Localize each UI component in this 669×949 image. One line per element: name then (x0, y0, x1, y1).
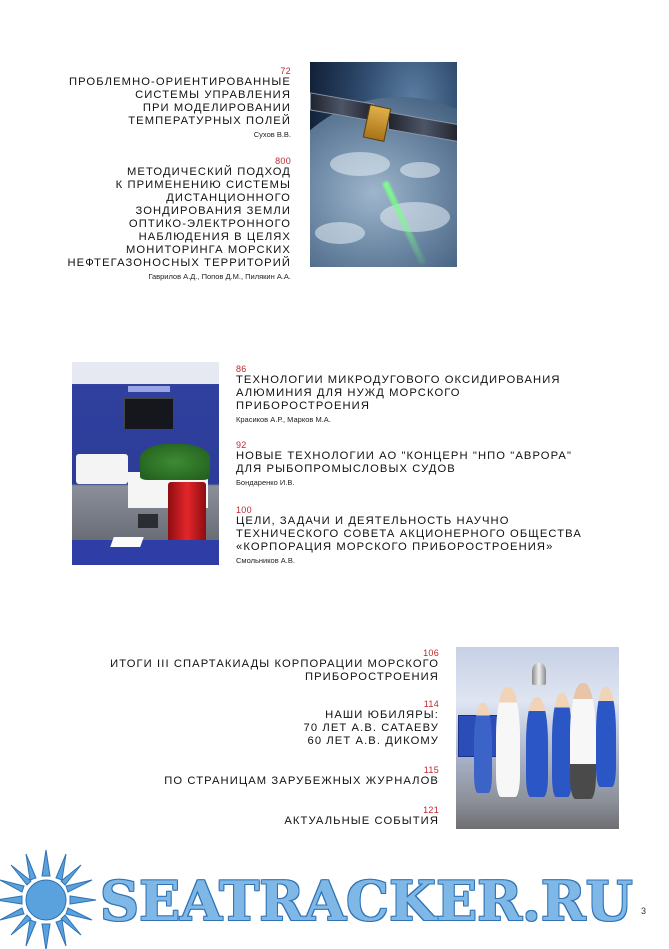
article-title: ЦЕЛИ, ЗАДАЧИ И ДЕЯТЕЛЬНОСТЬ НАУЧНО ТЕХНИЧЕСКОГО СОВЕТА АКЦИОНЕРНОГО ОБЩЕСТВА «КОРПОРАЦИЯ МОРСКОГО ПРИБОРОСТРОЕНИЯ» (236, 515, 582, 553)
article-92[interactable] (236, 440, 616, 488)
spartakiad-photo (456, 647, 619, 829)
article-86[interactable] (236, 364, 616, 425)
article-title: НАШИ ЮБИЛЯРЫ: 70 ЛЕТ А.В. САТАЕВУ 60 ЛЕТ А.В. ДИКОМУ (303, 709, 439, 747)
article-106[interactable] (59, 648, 439, 684)
article-100[interactable] (236, 505, 636, 566)
article-authors: Бондаренко И.В. (236, 478, 295, 487)
article-title: ПРОБЛЕМНО-ОРИЕНТИРОВАННЫЕ СИСТЕМЫ УПРАВЛЕНИЯ ПРИ МОДЕЛИРОВАНИИ ТЕМПЕРАТУРНЫХ ПОЛЕЙ (68, 76, 291, 127)
article-title: ИТОГИ III СПАРТАКИАДЫ КОРПОРАЦИИ МОРСКОГО ПРИБОРОСТРОЕНИЯ (110, 658, 439, 683)
article-114[interactable] (59, 699, 439, 748)
article-page-number: 72 (280, 66, 291, 76)
article-title: НОВЫЕ ТЕХНОЛОГИИ АО "КОНЦЕРН "НПО "АВРОРА" ДЛЯ РЫБОПРОМЫСЛОВЫХ СУДОВ (236, 450, 573, 475)
article-authors: Сухов В.В. (253, 130, 291, 139)
article-authors: Гаврилов А.Д., Попов Д.М., Пилякин А.А. (148, 272, 291, 281)
article-page-number: 106 (423, 648, 439, 658)
article-title: ТЕХНОЛОГИИ МИКРОДУГОВОГО ОКСИДИРОВАНИЯ АЛЮМИНИЯ ДЛЯ НУЖД МОРСКОГО ПРИБОРОСТРОЕНИЯ (236, 374, 561, 412)
page-number: 3 (641, 906, 647, 916)
article-page-number: 121 (423, 805, 439, 815)
sun-logo-icon (0, 848, 104, 949)
article-authors: Смольников А.В. (236, 556, 295, 565)
watermark-text: SEATRACKER.RU (100, 869, 633, 933)
article-800[interactable] (31, 156, 291, 282)
article-authors: Красиков А.Р., Марков М.А. (236, 415, 331, 424)
article-page-number: 800 (275, 156, 291, 166)
watermark (0, 848, 669, 949)
article-title: ПО СТРАНИЦАМ ЗАРУБЕЖНЫХ ЖУРНАЛОВ (164, 775, 439, 787)
satellite-photo (310, 62, 457, 267)
article-page-number: 86 (236, 364, 247, 374)
article-page-number: 100 (236, 505, 252, 515)
article-title: АКТУАЛЬНЫЕ СОБЫТИЯ (284, 815, 439, 827)
article-115[interactable] (59, 765, 439, 788)
article-121[interactable] (59, 805, 439, 828)
article-page-number: 115 (423, 765, 439, 775)
article-72[interactable] (31, 66, 291, 140)
article-title: МЕТОДИЧЕСКИЙ ПОДХОД К ПРИМЕНЕНИЮ СИСТЕМЫ ДИСТАНЦИОННОГО ЗОНДИРОВАНИЯ ЗЕМЛИ ОПТИКО-ЭЛЕКТРОННОГО НАБЛЮДЕНИЯ В ЦЕЛЯХ МОНИТОРИНГА МОРСКИХ НЕФТЕГАЗОНОСНЫХ ТЕРРИТОРИЙ (67, 166, 291, 269)
article-page-number: 92 (236, 440, 247, 450)
showroom-photo (72, 362, 219, 565)
article-page-number: 114 (423, 699, 439, 709)
